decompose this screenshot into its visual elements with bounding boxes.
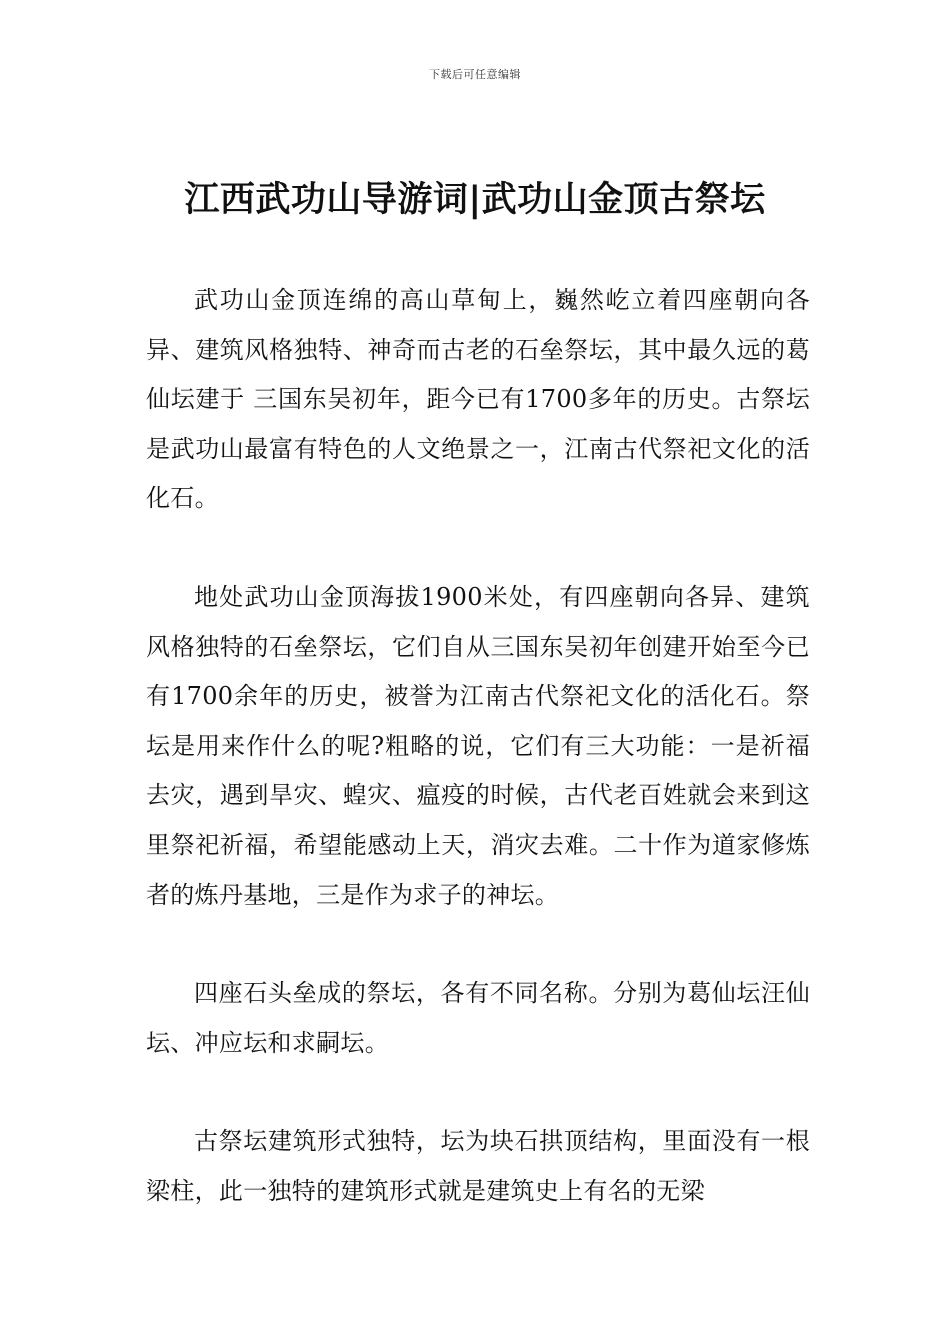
header-note: 下载后可任意编辑 (429, 68, 521, 81)
paragraph-2: 地处武功山金顶海拔1900米处，有四座朝向各异、建筑风格独特的石垒祭坛，它们自从三国东吴初年创建开始至今已有1700余年的历史，被誉为江南古代祭祀文化的活化石。祭坛是用来作什么的呢?粗略的说，它们有三大功能：一是祈福去灾，遇到旱灾、蝗灾、瘟疫的时候，古代老百姓就会来到这里祭祀祈福，希望能感动上天，消灾去难。二十作为道家修炼者的炼丹基地，三是作为求子的神坛。 (146, 582, 810, 909)
paragraph-3: 四座石头垒成的祭坛，各有不同名称。分别为葛仙坛汪仙坛、冲应坛和求嗣坛。 (146, 979, 810, 1057)
paragraph-4: 古祭坛建筑形式独特，坛为块石拱顶结构，里面没有一根梁柱，此一独特的建筑形式就是建筑史上有名的无梁 (146, 1127, 810, 1205)
paragraph-1: 武功山金顶连绵的高山草甸上，巍然屹立着四座朝向各异、建筑风格独特、神奇而古老的石垒祭坛，其中最久远的葛仙坛建于 三国东吴初年，距今已有1700多年的历史。古祭坛是武功山最富有特色的人文绝景之一，江南古代祭祀文化的活化石。 (146, 286, 810, 513)
document-body (146, 276, 810, 1266)
document-title: 江西武功山导游词|武功山金顶古祭坛 (184, 180, 766, 220)
